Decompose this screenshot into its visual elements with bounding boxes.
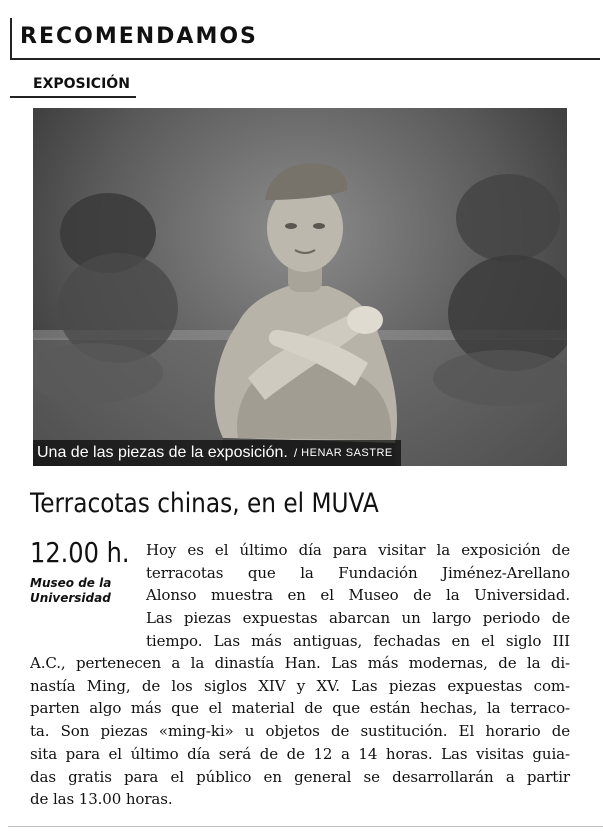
article-body-wide bbox=[30, 652, 570, 811]
photo-caption-bar bbox=[33, 440, 401, 466]
category-underline bbox=[10, 96, 136, 98]
venue-line: Museo de la bbox=[30, 576, 112, 590]
section-divider bbox=[10, 58, 600, 60]
body-line: de las 13.00 horas. bbox=[30, 790, 173, 809]
article-headline: Terracotas chinas, en el MUVA bbox=[30, 488, 379, 519]
photo-caption: Una de las piezas de la exposición. bbox=[37, 444, 288, 461]
section-title: RECOMENDAMOS bbox=[20, 24, 258, 49]
body-line: ta. Son piezas «ming-ki» u objetos de sustitución. El horario de bbox=[30, 722, 570, 741]
body-line: Hoy es el último día para visitar la exposición de bbox=[146, 541, 570, 559]
body-line: sita para el último día será de de 12 a 14 horas. Las visitas guia- bbox=[30, 744, 570, 763]
category-label: EXPOSICIÓN bbox=[33, 76, 130, 92]
body-line: Alonso muestra en el Museo de la Universidad. bbox=[146, 586, 570, 605]
venue-line: Universidad bbox=[30, 591, 111, 605]
exhibition-photo bbox=[33, 108, 567, 466]
body-line: Las piezas expuestas abarcan un largo periodo de bbox=[146, 609, 570, 628]
body-line: A.C., pertenecen a la dinastía Han. Las más modernas, de la di- bbox=[30, 654, 570, 672]
body-line: parten algo más que el material de que están hechas, la terraco- bbox=[30, 699, 570, 718]
body-line: tiempo. Las más antiguas, fechadas en el siglo III bbox=[146, 631, 570, 650]
photo-credit: HENAR SASTRE bbox=[301, 447, 393, 459]
body-line: nastía Ming, de los siglos XIV y XV. Las piezas expuestas com- bbox=[30, 676, 570, 695]
terracotta-figure-illustration bbox=[33, 108, 567, 466]
caption-separator: / bbox=[293, 446, 298, 460]
event-time: 12.00 h. bbox=[30, 536, 130, 569]
article-body-narrow bbox=[146, 539, 570, 653]
body-line: das gratis para el público en general se desarrollarán a partir bbox=[30, 767, 570, 786]
event-venue bbox=[30, 576, 140, 606]
left-rule bbox=[10, 18, 12, 60]
page-bottom-edge bbox=[8, 826, 603, 827]
body-line: terracotas que la Fundación Jiménez-Arellano bbox=[146, 563, 570, 582]
